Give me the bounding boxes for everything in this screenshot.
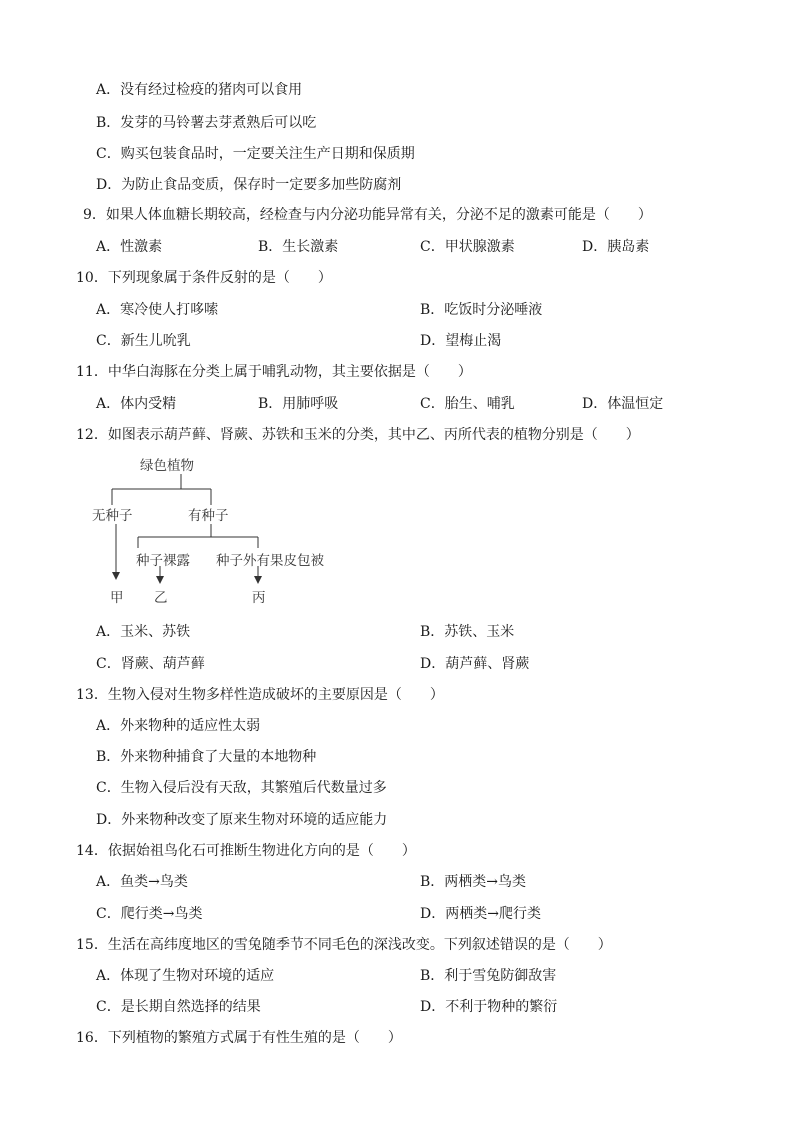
q15-option-c: C．是长期自然选择的结果 xyxy=(96,999,261,1015)
q8-option-c: C．购买包装食品时，一定要关注生产日期和保质期 xyxy=(96,146,415,162)
q13-option-b: B．外来物种捕食了大量的本地物种 xyxy=(96,749,317,765)
q10-stem: 10．下列现象属于条件反射的是（ ） xyxy=(76,270,332,286)
q12-option-c: C．肾蕨、葫芦藓 xyxy=(96,656,205,672)
q13-option-d: D．外来物种改变了原来生物对环境的适应能力 xyxy=(96,812,388,828)
q13-option-a: A．外来物种的适应性太弱 xyxy=(96,718,261,734)
q9-option-c: C．甲状腺激素 xyxy=(420,239,515,255)
diagram-covered-seed-label: 种子外有果皮包被 xyxy=(216,553,324,569)
diagram-no-seed-label: 无种子 xyxy=(92,508,133,524)
q12-stem: 12．如图表示葫芦藓、肾蕨、苏铁和玉米的分类，其中乙、丙所代表的植物分别是（ ） xyxy=(76,427,640,443)
diagram-naked-seed-label: 种子裸露 xyxy=(136,553,190,569)
q8-option-a: A．没有经过检疫的猪肉可以食用 xyxy=(96,82,303,98)
q9-option-b: B．生长激素 xyxy=(258,239,339,255)
diagram-yi-label: 乙 xyxy=(154,590,168,606)
q16-stem: 16．下列植物的繁殖方式属于有性生殖的是（ ） xyxy=(76,1030,402,1046)
diagram-root-label: 绿色植物 xyxy=(140,458,194,474)
q11-option-b: B．用肺呼吸 xyxy=(258,396,339,412)
q8-option-b: B．发芽的马铃薯去芽煮熟后可以吃 xyxy=(96,115,317,131)
classification-diagram-lines xyxy=(88,452,368,612)
q13-stem: 13．生物入侵对生物多样性造成破坏的主要原因是（ ） xyxy=(76,687,444,703)
q12-option-d: D．葫芦藓、肾蕨 xyxy=(420,656,530,672)
q13-option-c: C．生物入侵后没有天敌，其繁殖后代数量过多 xyxy=(96,780,387,796)
q14-option-d: D．两栖类→爬行类 xyxy=(420,906,541,922)
q15-option-a: A．体现了生物对环境的适应 xyxy=(96,968,275,984)
diagram-bing-label: 丙 xyxy=(252,590,266,606)
q15-option-d: D．不利于物种的繁衍 xyxy=(420,999,558,1015)
diagram-jia-label: 甲 xyxy=(110,590,124,606)
q10-option-a: A．寒冷使人打哆嗦 xyxy=(96,302,219,318)
q10-option-b: B．吃饭时分泌唾液 xyxy=(420,302,543,318)
q9-stem: 9．如果人体血糖长期较高，经检查与内分泌功能异常有关，分泌不足的激素可能是（ ） xyxy=(83,207,652,223)
q14-option-c: C．爬行类→鸟类 xyxy=(96,906,203,922)
q15-option-b: B．利于雪兔防御敌害 xyxy=(420,968,557,984)
diagram-has-seed-label: 有种子 xyxy=(188,508,229,524)
q12-option-a: A．玉米、苏铁 xyxy=(96,624,191,640)
q8-option-d: D．为防止食品变质，保存时一定要多加些防腐剂 xyxy=(96,177,402,193)
q12-option-b: B．苏铁、玉米 xyxy=(420,624,515,640)
q14-stem: 14．依据始祖鸟化石可推断生物进化方向的是（ ） xyxy=(76,843,416,859)
q11-stem: 11．中华白海豚在分类上属于哺乳动物，其主要依据是（ ） xyxy=(76,364,472,380)
q9-option-d: D．胰岛素 xyxy=(582,239,650,255)
q11-option-c: C．胎生、哺乳 xyxy=(420,396,515,412)
q14-option-a: A．鱼类→鸟类 xyxy=(96,874,188,890)
q9-option-a: A．性激素 xyxy=(96,239,163,255)
q14-option-b: B．两栖类→鸟类 xyxy=(420,874,527,890)
q10-option-d: D．望梅止渴 xyxy=(420,333,502,349)
q11-option-a: A．体内受精 xyxy=(96,396,177,412)
q15-stem: 15．生活在高纬度地区的雪兔随季节不同毛色的深浅改变。下列叙述错误的是（ ） xyxy=(76,937,612,953)
classification-diagram xyxy=(88,452,368,612)
q11-option-d: D．体温恒定 xyxy=(582,396,664,412)
q10-option-c: C．新生儿吮乳 xyxy=(96,333,191,349)
